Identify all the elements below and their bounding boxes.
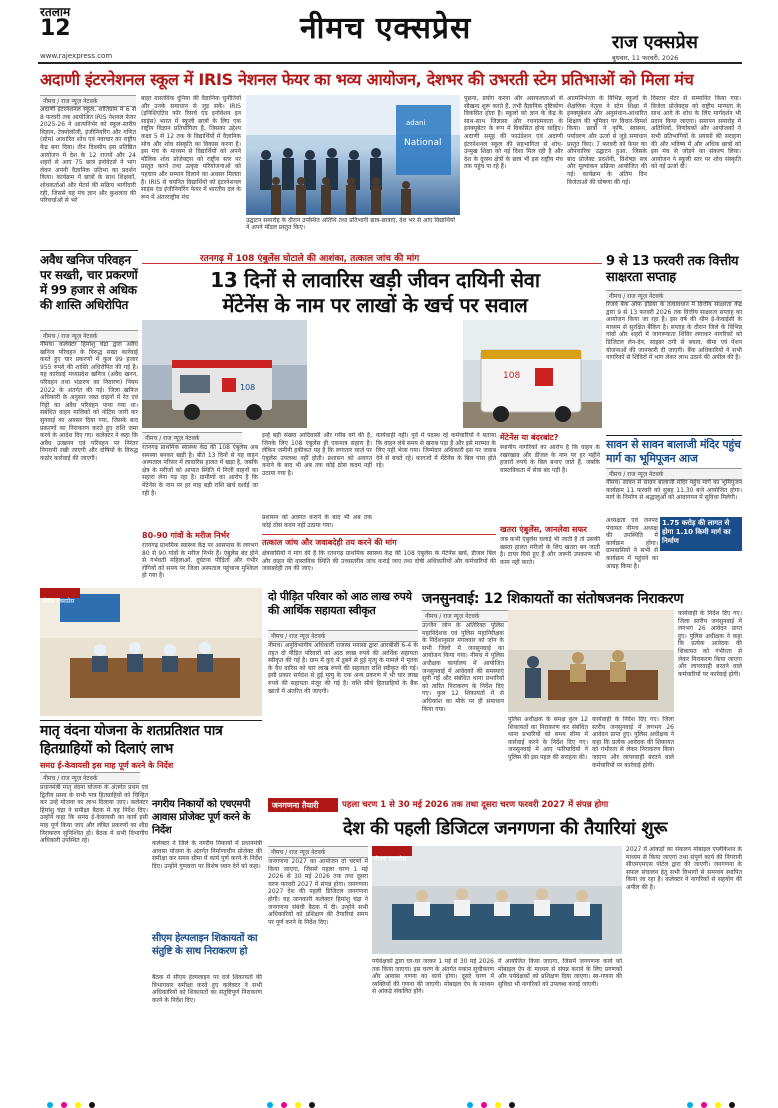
story10-kicker: पहला चरण 1 से 30 मई 2026 तक तथा दूसरा चरण फरवरी 2027 में संपन्न होगा — [342, 800, 609, 810]
story4-body: रिजर्व बैंक ऑफ इंडिया के तत्वावधान में वित्तीय साक्षरता केंद्र द्वारा 9 से 13 फरवरी 2026 तक वित्तीय साक्षरता सप्ताह का आयोजन किया जा रहा है। इस वर्ष की थीम ई-केवाईसी के माध्यम से सुरक्षित बैंकिंग है। सप्ताह के दौरान जिले के विभिन्न गांवों और शहरों में जागरूकता शिविर लगाकर नागरिकों को डिजिटल लेन-देन, साइबर ठगी से बचाव, बीमा एवं पेंशन योजनाओं की जानकारी दी जाएगी। बैंक अधिकारियों ने सभी नागरिकों से शिविरों में भाग लेकर लाभ उठाने की अपील की है। — [606, 301, 742, 362]
story7-photo — [508, 610, 674, 712]
story10-label: जनगणना तैयारी — [268, 798, 338, 812]
story1-byline: नीमच / राज न्यूज़ नेटवर्क — [40, 95, 136, 107]
story3-col1: रतनगढ़ प्राथमिक स्वास्थ्य केंद्र की 108 एंबुलेंस अब समस्या बनकर खड़ी है। बीते 13 दिनों से यह वाहन अस्पताल परिसर में लावारिस हालत में खड़ा है, जबकि क्षेत्र के मरीजों को आपात स्थिति में निजी वाहनों का सहारा लेना पड़ रहा है। ग्रामीणों का आरोप है कि मेंटेनेंस के नाम पर हर माह बड़ी राशि खर्च दर्शाई जा रही है। — [142, 444, 258, 497]
story3-headline2: मेंटेनेंस के नाम पर लाखों के खर्च पर सवाल — [222, 293, 528, 317]
story3-col4: स्थानीय नागरिकों का आरोप है कि वाहन के रखरखाव और डीजल के नाम पर हर महीने हजारों रुपये के बिल बनाए जाते हैं, जबकि वास्तविकता में सेवा बंद पड़ी है। — [500, 444, 600, 474]
masthead — [0, 0, 778, 64]
story8-rule — [40, 720, 262, 721]
masthead-title: नीमच एक्सप्रेस — [300, 11, 472, 46]
story6-headline: दो पीड़ित परिवार को आठ लाख रुपये की आर्थिक सहायता स्वीकृत — [268, 590, 412, 617]
story6-body: नीमच। अनुविभागीय अधिकारी राजस्व मनासा द्वारा आरबीसी 6-4 के तहत दो पीड़ित परिवारों को आठ लाख रुपये की आर्थिक सहायता स्वीकृत की गई है। ग्राम में कुएं में डूबने से हुई मृत्यु के मामले में मृतक के वैध वारिस को चार लाख रुपये की सहायता राशि स्वीकृत की गई। इसी प्रकार सर्पदंश से हुई मृत्यु के एक अन्य प्रकरण में भी चार लाख रुपये की सहायता मंजूर की गई है। राशि सीधे हितग्राहियों के बैंक खातों में अंतरित की जाएगी। — [268, 642, 418, 695]
story3-subhead3: खतरा एंबुलेंस, जानलेवा सफर — [500, 525, 587, 534]
story9-headline2: सीएम हेल्पलाइन शिकायतों का संतुष्टि के साथ निराकरण हो — [152, 933, 258, 957]
story6-photo — [40, 588, 262, 716]
story6-neemuch-tag — [40, 588, 80, 605]
story3-demand: क्षेत्रवासियों ने मांग की है कि रतनगढ़ प्राथमिक स्वास्थ्य केंद्र की 108 एंबुलेंस के मेंटेनेंस खर्च, डीजल बिल और वाहन की वास्तविक स्थिति की उच्चस्तरीय जांच कराई जाए तथा दोषी अधिकारियों और कर्मचारियों की जवाबदेही तय की जाए। — [262, 550, 496, 573]
masthead-rule — [38, 62, 742, 64]
story1-caption: उद्घाटन समारोह के दौरान उपस्थित अतिथि तथा प्रतिभागी छात्र-छात्राएं, देश भर से आए विद्यार्थियों ने अपने मॉडल प्रस्तुत किए। — [246, 217, 455, 232]
story10-col1: जनगणना 2027 का आयोजन दो चरणों में किया जाएगा, जिसमें पहला चरण 1 मई 2026 से 30 मई 2026 तक तथा दूसरा चरण फरवरी 2027 में संपन्न होगा। जनगणना 2027 देश की पहली डिजिटल जनगणना होगी। यह जानकारी कलेक्टर हिमांशु चंद्रा ने जनगणना संबंधी बैठक में दी। उन्होंने सभी अधिकारियों को प्रशिक्षण की तैयारियां समय पर पूर्ण करने के निर्देश दिए। — [268, 858, 368, 926]
story5-byline: नीमच / राज न्यूज़ नेटवर्क — [606, 468, 742, 480]
story10-neemuch-tag — [372, 846, 412, 863]
story3-kicker: रतनगढ़ में 108 एंबुलेंस घोटाले की आशंका, तत्काल जांच की मांग — [200, 254, 420, 264]
story3-subhead: 80-90 गांवों के मरीज निर्भर — [142, 531, 230, 540]
story3-col1b: रतनगढ़ प्राथमिक स्वास्थ्य केंद्र पर आसपास के लगभग 80 से 90 गांवों के मरीज निर्भर हैं। एंबुलेंस बंद होने से गर्भवती महिलाओं, दुर्घटना पीड़ितों और गंभीर रोगियों को समय पर जिला अस्पताल पहुंचाना मुश्किल हो गया है। — [142, 542, 258, 580]
story2-headline: अवैध खनिज परिवहन पर सख्ती, चार प्रकरणों में 99 हजार से अधिक की शास्ति अधिरोपित — [40, 253, 138, 312]
story10-headline: देश की पहली डिजिटल जनगणना की तैयारियां शुरू — [342, 818, 668, 839]
story3-headline1: 13 दिनों से लावारिस खड़ी जीवन दायिनी सेवा — [210, 268, 540, 292]
census-meeting-photo — [372, 846, 622, 954]
story6-byline: नीमच / राज न्यूज़ नेटवर्क — [268, 630, 418, 642]
story6-tag-text: नीमच एक्सप्रेस — [42, 598, 75, 605]
story9-headline: नगरीय निकायों को एचएमपी आवास प्रोजेक्ट पूर्ण करने के निर्देश — [152, 799, 251, 836]
story7-col3: कार्यवाही के निर्देश दिए गए। जिला स्तरीय जनसुनवाई में लगभग 26 आवेदन प्राप्त हुए। पुलिस अधीक्षक ने कहा कि प्रत्येक आवेदक की शिकायत को गंभीरता से लेकर निराकरण किया जाएगा और लापरवाही बरतने वाले कर्मचारियों पर कार्रवाई होगी। — [678, 610, 742, 678]
story9-body2: बैठक में सीएम हेल्पलाइन पर दर्ज शिकायतों की विभागवार समीक्षा करते हुए कलेक्टर ने सभी अधिकारियों को शिकायतों का संतुष्टिपूर्ण निराकरण करने के निर्देश दिए। — [152, 974, 262, 1004]
story7-body: उज्जैन जोन के अतिरिक्त पुलिस महानिदेशक एवं पुलिस महानिरीक्षक के निर्देशानुसार मंगलवार को जोन के सभी जिलों में जनसुनवाई का आयोजन किया गया। नीमच में पुलिस अधीक्षक कार्यालय में आयोजित जनसुनवाई में आवेदकों की समस्याएं सुनी गईं और संबंधित थाना प्रभारियों को त्वरित निराकरण के निर्देश दिए गए। कुल 12 शिकायतों में से अधिकांश का मौके पर ही समाधान किया गया। — [422, 622, 504, 713]
story3-photo-right — [463, 320, 602, 428]
story10-col3: में आयोजित किया जाएगा, जिसमें जनगणना कार्य को मोबाइल ऐप के माध्यम से संपन्न कराने के लिए प्रगणकों और पर्यवेक्षकों को प्रशिक्षण दिया जाएगा। स्व-गणना की सुविधा भी नागरिकों को उपलब्ध कराई जाएगी। — [498, 958, 622, 988]
story7-col2: पुलिस अधीक्षक के समक्ष कुल 12 शिकायतों का निराकरण कर संबंधित थाना प्रभारियों को समय सीमा में कार्रवाई करने के निर्देश दिए गए। जनसुनवाई में आए फरियादियों ने पुलिस की इस पहल की सराहना की। — [508, 716, 588, 761]
story8-headline: मातृ वंदना योजना के शतप्रतिशत पात्र हितग्राहियों को दिलाएं लाभ — [40, 723, 223, 757]
story8-subhead: समग्र ई-केवायसी इस माह पूर्ण करने के निर्देश — [40, 761, 174, 770]
story10-col2: पर्यवेक्षकों द्वारा घर-घर जाकर 1 मई से 30 मई 2026 तक किया जाएगा। इस चरण के अंतर्गत मकान सूचीकरण और आवास गणना का कार्य होगा। दूसरे चरण में व्यक्तियों की गणना की जाएगी। मोबाइल ऐप के माध्यम से आंकड़े संकलित होंगे। — [372, 958, 494, 996]
issue-date: बुधवार, 11 फरवरी, 2026 — [612, 54, 679, 62]
story10-photo — [372, 846, 622, 954]
story7-byline: नीमच / राज न्यूज़ नेटवर्क — [422, 610, 522, 622]
meeting-photo — [40, 588, 262, 716]
story3-subhead2: मेंटेनेंस या बंदरबांट? — [500, 433, 559, 442]
story2-byline: नीमच / राज न्यूज़ नेटवर्क — [40, 330, 138, 342]
ambulance-photo-left — [142, 320, 307, 428]
story1-col2: बाहर वास्तविक दुनिया की वैज्ञानिक चुनौतियों और उनके समाधान से जुड़ सकें। IRIS (इनिशिएटिव फॉर रिसर्च एंड इनोवेशन इन साइंस) भारत में स्कूली छात्रों के लिए एक राष्ट्रीय विज्ञान प्रतियोगिता है, जिसका उद्देश्य कक्षा 5 से 12 तक के विद्यार्थियों में वैज्ञानिक सोच और शोध संस्कृति का विकास करना है। इस मंच के माध्यम से विद्यार्थियों को अपने मौलिक शोध प्रोजेक्ट्स को राष्ट्रीय स्तर पर प्रस्तुत करने तथा उत्कृष्ट परियोजनाओं को पहचान और सम्मान दिलाने का अवसर मिलता है। IRIS से चयनित विद्यार्थियों को इंटरनेशनल साइंस एंड इंजीनियरिंग फेयर में भारतीय दल के रूप में अंतरराष्ट्रीय मंच — [141, 95, 241, 201]
story3-col2: इन्हें बड़ी संख्या आदिवासी और गरीब वर्ग की है, जिनके लिए 108 एंबुलेंस ही एकमात्र सहारा है। लेकिन जमीनी हकीकत यह है कि लगातार चार्ज पर एंबुलेंस उपलब्ध नहीं होती। प्रशासन को अवगत कराने के बाद भी अब तक कोई ठोस कदम नहीं उठाया गया है। — [262, 432, 372, 477]
story3-demand-box — [262, 534, 496, 582]
story10-byline: नीमच / राज न्यूज़ नेटवर्क — [268, 846, 368, 858]
site-url: www.rajexpress.com — [40, 52, 113, 60]
story7-col2b: कार्यवाही के निर्देश दिए गए। जिला स्तरीय जनसुनवाई में लगभग 26 आवेदन प्राप्त हुए। पुलिस अधीक्षक ने कहा कि प्रत्येक आवेदक की शिकायत को गंभीरता से लेकर निराकरण किया जाएगा और लापरवाही बरतने वाले कर्मचारियों पर कार्रवाई होगी। — [592, 716, 674, 769]
story8-byline: नीमच / राज न्यूज़ नेटवर्क — [40, 772, 140, 784]
story5-body: नीमच। सावन से सावन बालाजी मंदिर पहुंच मार्ग का भूमिपूजन कार्यक्रम 11 फरवरी को सुबह 11.30 बजे आयोजित होगा। मार्ग के निर्माण से श्रद्धालुओं को आवागमन में सुविधा मिलेगी। — [606, 479, 742, 502]
story1-col3: पूछना, प्रयोग करना और असफलताओं से सीखना शुरू करते हैं, तभी वैज्ञानिक दृष्टिकोण विकसित होता है। स्कूलों को ज्ञान के केंद्र के साथ-साथ जिज्ञासा और रचनात्मकता के इनक्यूबेटर के रूप में विकसित होना चाहिए। अदाणी समूह की फाउंडेशन एवं अदाणी इंटरनेशनल स्कूल की सहभागिता से शोध-उन्मुख शिक्षा को नई दिशा मिल रही है और देश के दूरस्थ क्षेत्रों के छात्र भी इस राष्ट्रीय मंच तक पहुंच पा रहे हैं। — [464, 95, 563, 171]
story3-col3: कार्यवाही नहीं। पूर्व में पदस्थ रहे कर्मचारियों ने बताया कि वाहन लंबे समय से खराब पड़ा है और इसे मरम्मत के लिए नहीं भेजा गया। जिम्मेदार अधिकारी इस पर जवाब देने से बचते रहे। कागजों में मेंटेनेंस के बिल पास होते रहे। — [376, 432, 496, 470]
story1-photo-graphic — [246, 95, 460, 215]
story1-headline: अदाणी इंटरनेशनल स्कूल में IRIS नेशनल फेयर का भव्य आयोजन, देशभर की उभरती स्टेम प्रतिभाओं को मिला मंच — [40, 70, 694, 89]
story5-rule — [606, 435, 742, 436]
svg-text:adani: adani — [406, 119, 426, 127]
story9-body: कलेक्टर ने जिले के नगरीय निकायों में प्रधानमंत्री आवास योजना के अंतर्गत निर्माणाधीन प्रोजेक्ट की समीक्षा कर समय सीमा में कार्य पूर्ण करने के निर्देश दिए। उन्होंने गुणवत्ता पर विशेष ध्यान देने को कहा। — [152, 840, 262, 870]
story3-demand-head: तत्काल जांच और जवाबदेही तय करने की मांग — [262, 538, 397, 547]
story4-byline: नीमच / राज न्यूज़ नेटवर्क — [606, 290, 742, 302]
story5-headline: सावन से सावन बालाजी मंदिर पहुंच मार्ग का भूमिपूजन आज — [606, 438, 741, 465]
story2-rule — [40, 250, 138, 251]
story5-highlight: 1.75 करोड़ की लागत से होगा 1.10 किमी मार्ग का निर्माण — [660, 517, 742, 551]
svg-text:National: National — [404, 138, 442, 148]
ambulance-photo-right — [463, 320, 602, 428]
story4-headline: 9 से 13 फरवरी तक वित्तीय साक्षरता सप्ताह — [606, 254, 739, 285]
page-number: 12 — [40, 16, 71, 41]
masthead-brand: राज एक्सप्रेस — [612, 32, 698, 53]
registration-marks — [40, 1101, 742, 1108]
story5-body2: अध्यक्षता एवं जनपद पंचायत नीमच अध्यक्ष की उपस्थिति में कार्यक्रम होगा। ग्रामवासियों ने सभी से कार्यक्रम में पहुंचने का आग्रह किया है। — [606, 517, 658, 570]
story3-byline: नीमच / राज न्यूज़ नेटवर्क — [142, 432, 242, 444]
story3-col4b: जब कभी एंबुलेंस चलाई भी जाती है तो उसकी खस्ता हालत मरीजों के लिए खतरा बन जाती है। टायर घिसे हुए हैं और जरूरी उपकरण भी काम नहीं करते। — [500, 536, 600, 566]
story3-col2b: प्रशासन को अवगत कराने के बाद भी अब तक कोई ठोस कदम नहीं उठाया गया। — [262, 514, 372, 529]
story1-photo — [246, 95, 460, 215]
story10-tag-text: नीमच एक्सप्रेस — [374, 856, 407, 863]
story3-photo-left — [142, 320, 307, 428]
police-photo — [508, 610, 674, 712]
story2-body: नीमच। कलेक्टर हिमांशु चंद्रा द्वारा अवैध खनिज परिवहन के विरुद्ध सख्त कार्रवाई करते हुए चार प्रकरणों में कुल 99 हजार 955 रुपये की शास्ति अधिरोपित की गई है। यह कार्रवाई मध्यप्रदेश खनिज (अवैध खनन, परिवहन तथा भंडारण का निवारण) नियम 2022 के अंतर्गत की गई। जिला खनिज अधिकारी के अनुसार जब्त वाहनों में रेत एवं गिट्टी का अवैध परिवहन पाया गया था। संबंधित वाहन मालिकों को नोटिस जारी कर सुनवाई का अवसर दिया गया, जिसके बाद प्रकरणों का निराकरण करते हुए राशि जमा करने के आदेश दिए गए। कलेक्टर ने कहा कि अवैध उत्खनन एवं परिवहन पर निरंतर निगरानी रखी जाएगी और दोषियों के विरुद्ध कठोर कार्रवाई की जाएगी। — [40, 341, 138, 462]
story1-col5: विस्तार मेंटर से सम्मानित किया गया। विजेता प्रोजेक्ट्स को राष्ट्रीय मान्यता के साथ आगे के शोध के लिए मार्गदर्शन भी प्रदान किया जाएगा। समापन समारोह में अतिथियों, निर्णायकों और आयोजकों ने सभी प्रतिभागियों के प्रयासों की सराहना की और भविष्य में और अधिक छात्रों को इस मंच से जोड़ने का संकल्प लिया। आयोजन ने स्कूली स्तर पर शोध संस्कृति को नई ऊर्जा दी। — [651, 95, 741, 171]
city-name: रतलाम — [40, 5, 71, 19]
story1-col1: अदाणी इंटरनेशनल स्कूल, शांतिग्राम में 6 से 8 फरवरी तक आयोजित IRIS नेशनल फेयर 2025-26 ने आत्मनिर्भर को स्कूल-स्तरीय विज्ञान, टेक्नोलॉजी, इंजीनियरिंग और गणित (स्टेम) आधारित शोध एवं नवाचार का राष्ट्रीय केंद्र बना दिया। तीन दिवसीय इस प्रतिष्ठित आयोजन में देश के 12 राज्यों और 24 शहरों से आए 75 छात्र इनोवेटर्स ने भाग लेकर अपनी वैज्ञानिक प्रतिभा का प्रदर्शन किया। कार्यक्रम में छात्रों के साथ शिक्षकों, शोधकर्ताओं और मेंटर्स की सक्रिय भागीदारी रही, जिससे यह मंच ज्ञान और कुशलता की परिचर्चाओं से भरे — [40, 106, 136, 205]
story7-headline: जनसुनवाई: 12 शिकायतों का संतोषजनक निराकरण — [422, 591, 684, 607]
story8-body: प्रधानमंत्री मातृ वंदना योजना के अंतर्गत प्रथम एवं द्वितीय प्रसव के सभी पात्र हितग्राहियों को चिन्हित कर उन्हें योजना का लाभ दिलाया जाए। कलेक्टर हिमांशु चंद्रा ने समीक्षा बैठक में यह निर्देश दिए। उन्होंने कहा कि समग्र ई-केवायसी का कार्य इसी माह पूर्ण किया जाए और लंबित प्रकरणों का शीघ्र निराकरण सुनिश्चित हो। बैठक में सभी विभागीय अधिकारी उपस्थित रहे। — [40, 784, 148, 845]
svg-text:108: 108 — [240, 383, 256, 392]
svg-text:108: 108 — [503, 371, 521, 381]
story10-col4: 2027 में आंकड़ों का संकलन मोबाइल एप्लीकेशन के माध्यम से किया जाएगा तथा संपूर्ण कार्य की निगरानी सीएमएमएस पोर्टल द्वारा की जाएगी। जनगणना के सफल संचालन हेतु सभी विभागों से समन्वय स्थापित किया जा रहा है। कलेक्टर ने नागरिकों से सहयोग की अपील की है। — [626, 846, 742, 891]
story1-col4: आत्मनिर्भरता के विभिन्न स्कूलों के शैक्षणिक नेतृत्व ने स्टेम शिक्षा में इनक्यूबेशन और अनुसंधान-आधारित शिक्षण की भूमिका पर विचार-विमर्श किया। छात्रों ने कृषि, स्वास्थ्य, पर्यावरण और ऊर्जा से जुड़े समाधान प्रस्तुत किए। 7 फरवरी को फेयर का औपचारिक उद्घाटन हुआ, जिसके बाद प्रोजेक्ट प्रदर्शनी, विशेषज्ञ सत्र और मूल्यांकन प्रक्रिया आयोजित की गई। कार्यक्रम के अंतिम दिन विजेताओं की घोषणा की गई। — [567, 95, 647, 186]
print-color-bar — [40, 1094, 742, 1102]
